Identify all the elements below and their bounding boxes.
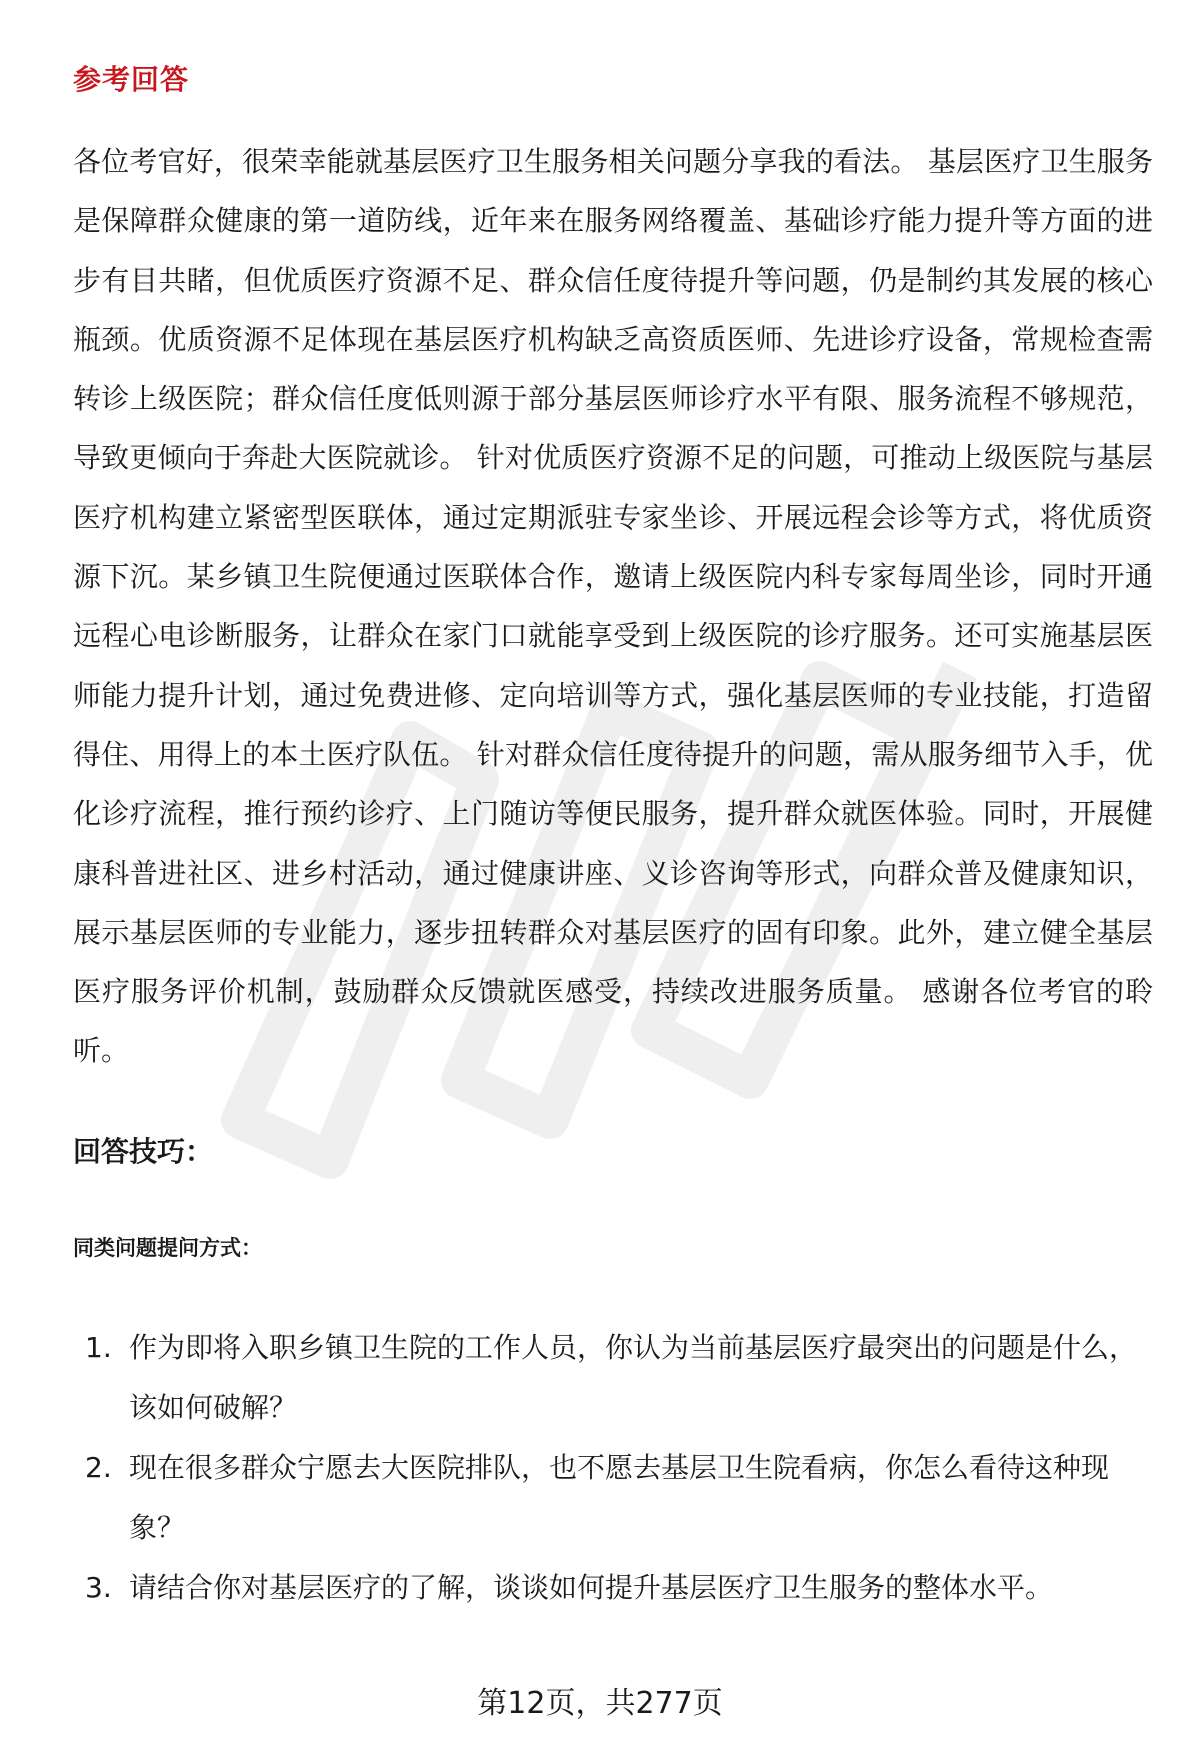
list-item-number: 1. (85, 1331, 112, 1364)
list-item-number: 2. (85, 1451, 112, 1484)
list-item (73, 1558, 1158, 1618)
answer-tips-title: 回答技巧： (73, 1135, 214, 1168)
list-item-text: 作为即将入职乡镇卫生院的工作人员，你认为当前基层医疗最突出的问题是什么，该如何破解？ (129, 1331, 1138, 1424)
list-item (73, 1438, 1158, 1558)
similar-questions-list (73, 1318, 1158, 1618)
page-number: 第12页，共277页 (477, 1686, 723, 1721)
reference-answer-body: 各位考官好，很荣幸能就基层医疗卫生服务相关问题分享我的看法。 基层医疗卫生服务是保障群众健康的第一道防线，近年来在服务网络覆盖、基础诊疗能力提升等方面的进步有目共睹，但优质医疗资源不足、群众信任度待提升等问题，仍是制约其发展的核心瓶颈。优质资源不足体现在基层医疗机构缺乏高资质医师、先进诊疗设备，常规检查需转诊上级医院；群众信任度低则源于部分基层医师诊疗水平有限、服务流程不够规范，导致更倾向于奔赴大医院就诊。 针对优质医疗资源不足的问题，可推动上级医院与基层医疗机构建立紧密型医联体，通过定期派驻专家坐诊、开展远程会诊等方式，将优质资源下沉。某乡镇卫生院便通过医联体合作，邀请上级医院内科专家每周坐诊，同时开通远程心电诊断服务，让群众在家门口就能享受到上级医院的诊疗服务。还可实施基层医师能力提升计划，通过免费进修、定向培训等方式，强化基层医师的专业技能，打造留得住、用得上的本土医疗队伍。 针对群众信任度待提升的问题，需从服务细节入手，优化诊疗流程，推行预约诊疗、上门随访等便民服务，提升群众就医体验。同时，开展健康科普进社区、进乡村活动，通过健康讲座、义诊咨询等形式，向群众普及健康知识，展示基层医师的专业能力，逐步扭转群众对基层医疗的固有印象。此外，建立健全基层医疗服务评价机制，鼓励群众反馈就医感受，持续改进服务质量。 感谢各位考官的聆听。 (73, 145, 1153, 1068)
list-item-text: 现在很多群众宁愿去大医院排队，也不愿去基层卫生院看病，你怎么看待这种现象？ (129, 1451, 1110, 1544)
list-item-number: 3. (85, 1571, 112, 1604)
similar-questions-subtitle: 同类问题提问方式： (73, 1236, 262, 1260)
reference-answer-title: 参考回答 (73, 63, 190, 96)
list-item-text: 请结合你对基层医疗的了解，谈谈如何提升基层医疗卫生服务的整体水平。 (129, 1571, 1054, 1604)
list-item (73, 1318, 1158, 1438)
